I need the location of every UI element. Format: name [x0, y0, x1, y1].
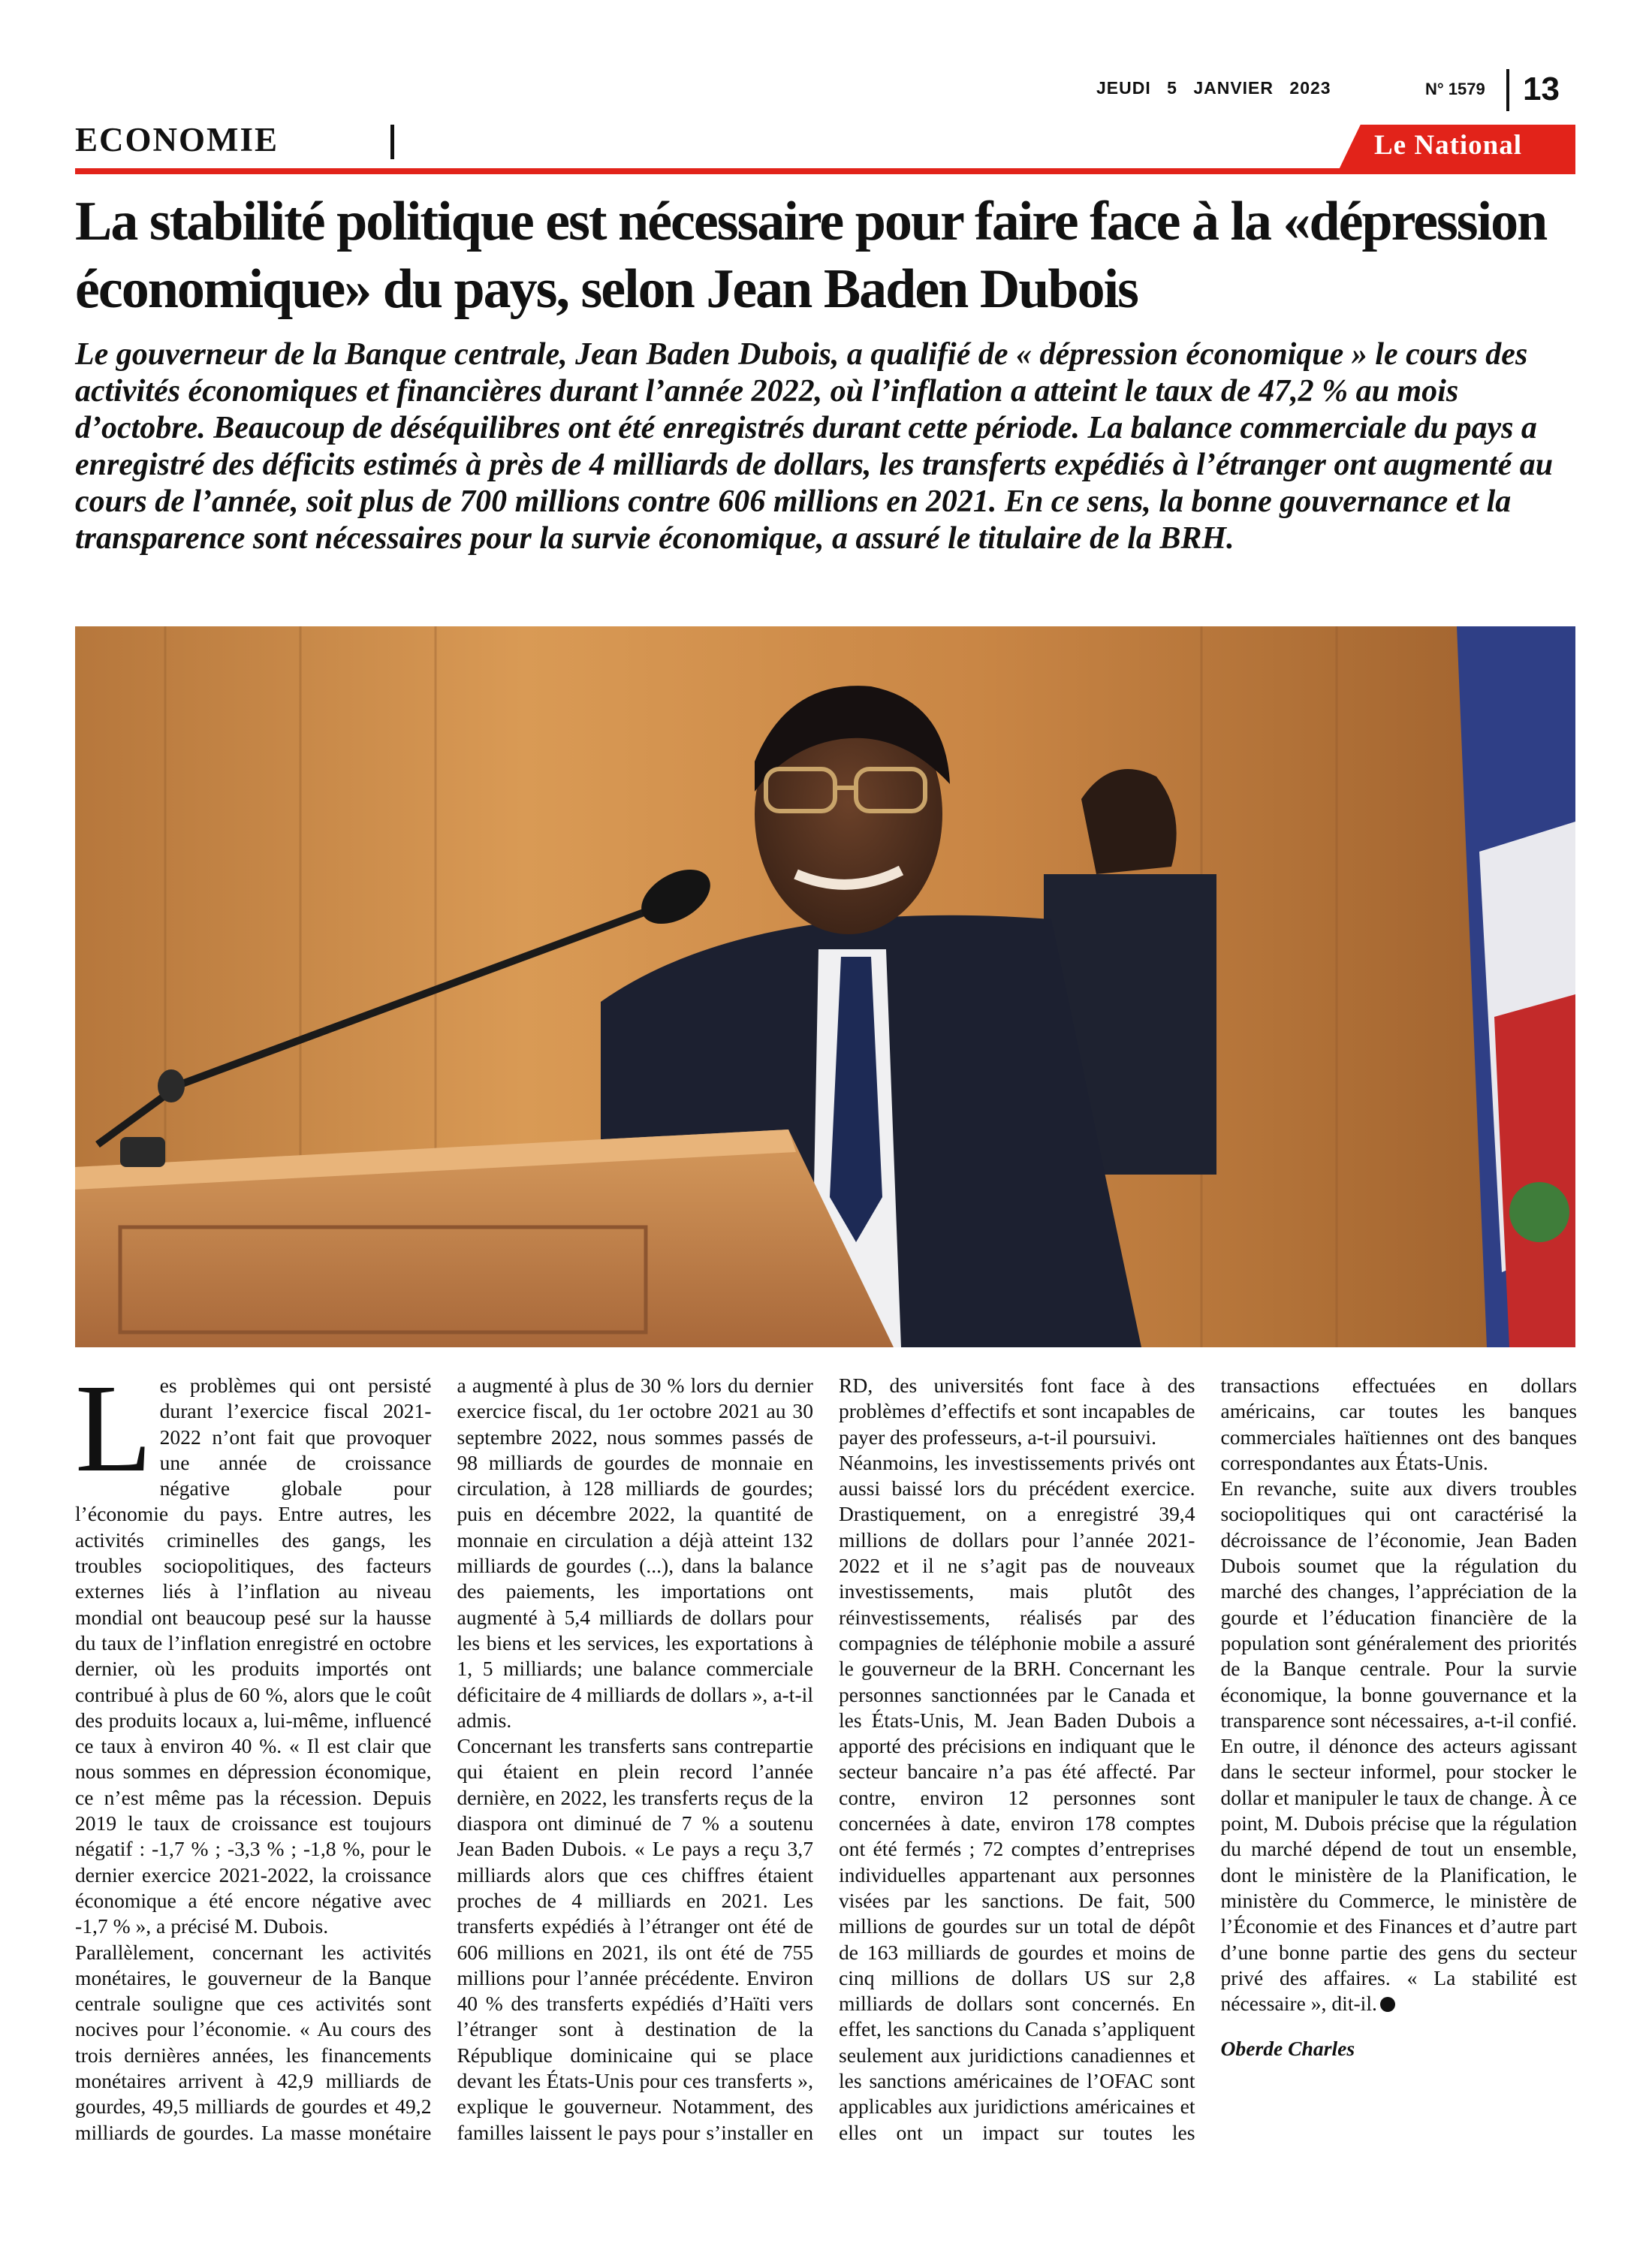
masthead-logo: Le National	[1374, 130, 1523, 161]
paragraph-5: En revanche, suite aux divers troubles sociopolitiques qui ont caractérisé la décroissance de l’économie, Jean Baden Dubois soumet que la régulation du marché des changes, l’appréciation de la gourde et l’éducation financière de la population sont généralement des priorités de la Banque centrale. Pour la survie économique, la bonne gouvernance et la transparence sont nécessaires, a-t-il confié. En outre, il dénonce des acteurs agissant dans le secteur informel, pour stocker le dollar et manipuler le taux de change. À ce point, M. Dubois précise que la régulation du marché dépend de tout un ensemble, dont le ministère de la Planification, le ministère du Commerce, le ministère de l’Économie et des Finances et d’autre part d’une bonne partie des gens du secteur privé des affaires. « La stabilité est nécessaire », dit-il.	[1220, 1476, 1577, 2016]
paragraph-4: Néanmoins, les investissements privés ont aussi baissé lors du précédent exercice. Drastiquement, on a enregistré 39,4 millions de dollars pour l’année 2021-2022 et il ne s’agit pas de nouveaux investissements, mais plutôt des réinvestissements, réalisés par des compagnies de téléphonie mobile a assuré le gouverneur de la BRH. Concernant les personnes sanctionnées par le Canada et les États-Unis, M. Jean Baden Dubois a apporté des précisions en indiquant que le secteur bancaire n’a pas été affecté. Par contre, environ 12 personnes sont concernées à date, environ 178 comptes ont été fermés ; 72 comptes d’entreprises individuelles appartenant aux personnes visées par les sanctions. De fait, 500 millions de gourdes sur un total de dépôt de 163 milliards de gourdes et moins de cinq millions de dollars US sur 2,8 milliards de dollars sont concernés. En effet, les sanctions du Canada s’appliquent seulement aux juridictions canadiennes et les sanctions américaines de l’OFAC sont applicables aux juridictions américaines et elles ont un impact sur toutes les transactions effectuées en dollars américains, car toutes les banques commerciales haïtiennes ont des banques correspondantes aux États-Unis.	[839, 1374, 1577, 2144]
article-body	[75, 1359, 1577, 2169]
page-number: 13	[1523, 71, 1560, 107]
article-title: La stabilité politique est nécessaire pour faire face à la «dépression économique» du pays, selon Jean Baden Dubois	[75, 191, 1547, 320]
paragraph-1: Les problèmes qui ont persisté durant l’exercice fiscal 2021-2022 n’ont fait que provoquer une année de croissance négative globale pour l’économie du pays. Entre autres, les activités criminelles des gangs, les troubles sociopolitiques, des facteurs externes liés à l’inflation au niveau mondial ont beaucoup pesé sur la hausse du taux de l’inflation enregistré en octobre dernier, où les produits importés ont contribué à plus de 60 %, alors que le coût des produits locaux a, lui-même, influencé ce taux à environ 40 %. « Il est clair que nous sommes en dépression économique, ce n’est même pas la récession. Depuis 2019 le taux de croissance est toujours négatif : -1,7 % ; -3,3 % ; -1,8 %, pour le dernier exercice 2021-2022, la croissance économique a été encore négative avec -1,7 % », a précisé M. Dubois.	[75, 1359, 432, 1938]
drop-cap: L	[75, 1359, 152, 1498]
end-mark-icon	[1380, 1997, 1395, 2012]
article-lede: Le gouverneur de la Banque centrale, Jean Baden Dubois, a qualifié de « dépression économique » le cours des activités économiques et financières durant l’année 2022, où l’inflation a atteint le taux de 47,2 % au mois d’octobre. Beaucoup de déséquilibres ont été enregistrés durant cette période. La balance commerciale du pays a enregistré des déficits estimés à près de 4 milliards de dollars, les transferts expédiés à l’étranger ont augmenté au cours de l’année, soit plus de 700 millions contre 606 millions en 2021. En ce sens, la bonne gouvernance et la transparence sont nécessaires pour la survie économique, a assuré le titulaire de la BRH.	[75, 337, 1554, 556]
section-divider	[390, 125, 394, 159]
section-label: ECONOMIE	[75, 121, 279, 158]
date-line: JEUDI 5 JANVIER 2023	[1096, 78, 1331, 98]
article-photo	[75, 626, 1575, 1347]
issue-number: N° 1579	[1425, 80, 1485, 98]
page-number-divider	[1506, 69, 1509, 111]
author-byline: Oberde Charles	[1220, 2037, 1355, 2061]
paragraph-3: Concernant les transferts sans contrepartie qui étaient en plein record l’année dernière, en 2022, les transferts reçus de la diaspora ont diminué de 7 % a soutenu Jean Baden Dubois. « Le pays a reçu 3,7 milliards alors que ces chiffres étaient proches de 4 milliards en 2021. Les transferts expédiés à l’étranger ont été de 606 millions en 2021, ils ont été de 755 millions pour l’année précédente. Environ 40 % des transferts expédiés d’Haïti vers l’étranger sont à destination de la République dominicaine qui se place devant les États-Unis pour ces transferts », explique le gouverneur. Notamment, des familles laissent le pays pour s’installer en RD, des universités font face à des problèmes d’effectifs et sont incapables de payer des professeurs, a-t-il poursuivi.	[457, 1374, 1195, 2144]
paragraph-2: Parallèlement, concernant les activités monétaires, le gouverneur de la Banque centrale souligne que ces activités sont nocives pour l’économie. « Au cours des trois dernières années, les financements monétaires arrivent à 42,9 milliards de gourdes, 49,5 milliards de gourdes et 49,2 milliards de gourdes. La masse monétaire a augmenté à plus de 30 % lors du dernier exercice fiscal, du 1er octobre 2021 au 30 septembre 2022, nous sommes passés de 98 milliards de gourdes de monnaie en circulation, à 128 milliards de gourdes; puis en décembre 2022, la quantité de monnaie en circulation a déjà atteint 132 milliards de gourdes (...), dans la balance des paiements, les importations ont augmenté à 5,4 milliards de dollars pour les biens et les services, les exportations à 1, 5 milliards; une balance commerciale déficitaire de 4 milliards de dollars », a-t-il admis.	[75, 1374, 813, 2144]
